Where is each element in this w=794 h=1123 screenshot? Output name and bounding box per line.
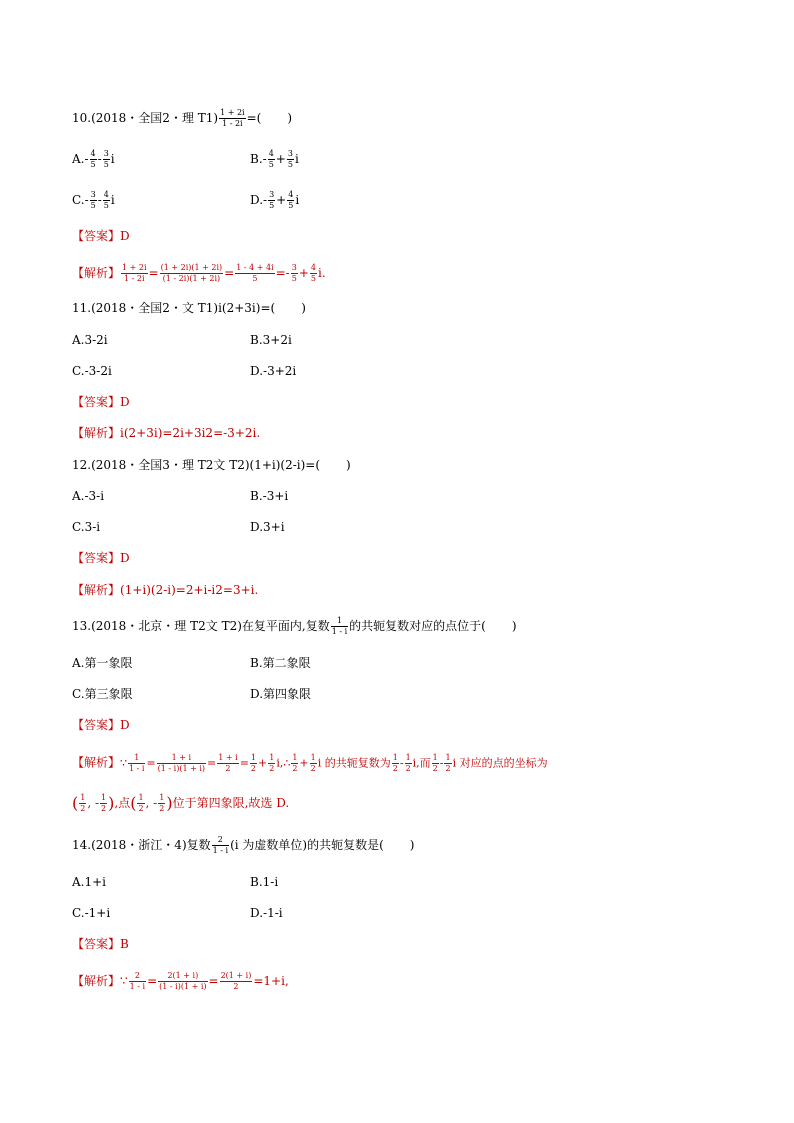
question-11-stem: 11.(2018・全国2・文 T1)i(2+3i)=( ) [72,301,306,315]
option-b: B.-3+i [250,489,289,503]
question-11-analysis [72,425,260,441]
option-a: A.-3-i [72,489,105,503]
option-b: B.- $\frac{4}{5}$ + $\frac{3}{5}$ i [250,149,299,169]
question-12-analysis [72,582,258,598]
question-12-options-row-1 [72,488,289,504]
question-13-options-row-2 [72,686,312,702]
question-10-analysis: 【解析】 $\frac{1 + 2i}{1 - 2i}$ = $\frac{(1 + 2i)(1 + 2i)}{(1 - 2i)(1 + 2i)}$ = $\frac{1 - 4 + 4i}{5}$ =- $\frac{3}{5}$ + $\frac{4}{5}$ i. [72,263,326,283]
answer-value: D [120,229,130,243]
fraction: $\frac{1}{1 - i}$ [331,616,348,636]
question-13-stem: 13.(2018・北京・理 T2文 T2)在复平面内,复数 $\frac{1}{1 - i}$ 的共轭复数对应的点位于( ) [72,616,517,636]
answer-value: B [120,937,129,951]
question-13-answer [72,717,130,733]
analysis-text: (1+i)(2-i)=2+i-i2=3+i. [120,583,259,597]
answer-tag: 【答案】 [72,229,121,243]
question-11-answer [72,394,130,410]
analysis-tag: 【解析】 [72,583,121,597]
fraction: $\frac{1 + 2i}{1 - 2i}$ [220,108,245,128]
answer-tag: 【答案】 [72,395,121,409]
question-11-options-row-2 [72,363,297,379]
option-b: B.3+2i [250,333,292,347]
option-a: A.1+i [72,875,107,889]
answer-value: D [120,395,130,409]
question-12-answer [72,550,130,566]
option-b: B.第二象限 [250,656,311,670]
question-14-analysis: 【解析】∵ $\frac{2}{1 - i}$ = $\frac{2(1 + i)}{(1 - i)(1 + i)}$ = $\frac{2(1 + i)}{2}$ =1+i, [72,971,289,991]
option-c: C.3-i [72,520,101,534]
question-12-stem: 12.(2018・全国3・理 T2文 T2)(1+i)(2-i)=( ) [72,458,351,472]
analysis-tag: 【解析】 [72,426,121,440]
analysis-text: i(2+3i)=2i+3i2=-3+2i. [120,426,261,440]
option-b: B.1-i [250,875,279,889]
analysis-tag: 【解析】 [72,755,121,770]
analysis-tag: 【解析】 [72,974,121,988]
option-c: C.-1+i [72,906,111,920]
question-10-options-row-2 [72,190,300,211]
option-d: D.3+i [250,520,285,534]
answer-value: D [120,718,130,732]
option-a: A.第一象限 [72,656,133,670]
question-10-answer [72,228,130,244]
option-d: D.第四象限 [250,687,312,701]
question-13-analysis-line-2: ( $\frac{1}{2}$ , - $\frac{1}{2}$ ),点( $\frac{1}{2}$ , - $\frac{1}{2}$ )位于第四象限,故选 D. [72,793,290,813]
analysis-tag: 【解析】 [72,266,121,280]
option-d: D.-1-i [250,906,283,920]
question-14-answer [72,936,129,952]
question-13-analysis-line-1: 【解析】∵ $\frac{1}{1 - i}$ = $\frac{1 + i}{(1 - i)(1 + i)}$ = $\frac{1 + i}{2}$ = $\frac{1}{2}$ + $\frac{1}{2}$ i,∴ $\frac{1}{2}$ + $\frac{1}{2}$ i 的共轭复数为 $\frac{1}{2}$ - $\frac{1}{2}$ i,而 $\frac{1}{2}$ - $\frac{1}{2}$ i 对应的点的坐标为 [72,753,548,773]
question-14-options-row-2 [72,905,283,921]
question-12-options-row-2 [72,519,285,535]
answer-tag: 【答案】 [72,551,121,565]
option-a: A.- $\frac{4}{5}$ - $\frac{3}{5}$ i [72,149,115,169]
question-13-options-row-1 [72,655,311,671]
option-c: C.-3-2i [72,364,112,378]
answer-value: D [120,551,130,565]
question-14-options-row-1 [72,874,279,890]
question-11-options-row-1 [72,332,292,348]
answer-tag: 【答案】 [72,718,121,732]
question-14-stem: 14.(2018・浙江・4)复数 $\frac{2}{1 - i}$ (i 为虚数单位)的共轭复数是( ) [72,835,415,855]
question-10-options-row-1 [72,149,299,170]
option-d: D.-3+2i [250,364,297,378]
fraction: $\frac{2}{1 - i}$ [212,835,229,855]
answer-tag: 【答案】 [72,937,121,951]
option-c: C.- $\frac{3}{5}$ - $\frac{4}{5}$ i [72,190,115,210]
option-c: C.第三象限 [72,687,133,701]
option-a: A.3-2i [72,333,108,347]
question-10-stem: 10.(2018・全国2・理 T1) $\frac{1 + 2i}{1 - 2i}$ =( ) [72,108,293,128]
option-d: D.- $\frac{3}{5}$ + $\frac{4}{5}$ i [250,190,300,210]
